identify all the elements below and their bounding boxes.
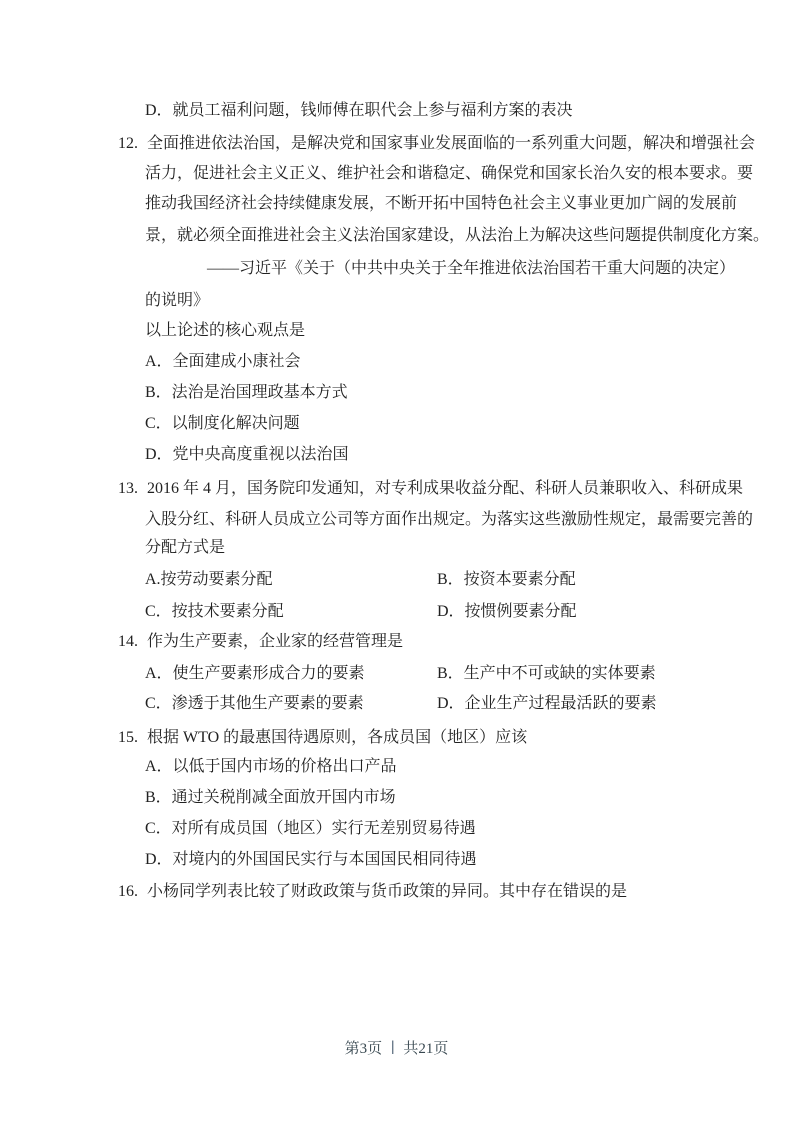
q13-stem-line-2: 入股分红、科研人员成立公司等方面作出规定。为落实这些激励性规定，最需要完善的 bbox=[145, 511, 754, 528]
q16-number: 16. bbox=[118, 883, 138, 900]
q16-stem: 16. 小杨同学列表比较了财政政策与货币政策的异同。其中存在错误的是 bbox=[118, 881, 627, 903]
q15-stem: 15. 根据 WTO 的最惠国待遇原则，各成员国（地区）应该 bbox=[118, 727, 527, 749]
q13-stem-line-1: 13. 2016 年 4 月，国务院印发通知，对专利成果收益分配、科研人员兼职收入、科研成果 bbox=[118, 478, 743, 500]
q14-option-c: C．渗透于其他生产要素的要素 bbox=[145, 695, 364, 712]
q15-option-a: A．以低于国内市场的价格出口产品 bbox=[145, 758, 397, 775]
q13-option-b: B．按资本要素分配 bbox=[437, 571, 576, 588]
q14-stem: 14. 作为生产要素，企业家的经营管理是 bbox=[118, 631, 403, 653]
q13-stem-line-3: 分配方式是 bbox=[145, 539, 226, 556]
q12-number: 12. bbox=[118, 135, 138, 152]
footer-total-pages: 共21页 bbox=[403, 1041, 449, 1057]
q11-option-d bbox=[145, 100, 573, 122]
q13-option-c: C．按技术要素分配 bbox=[145, 603, 284, 620]
page-footer bbox=[0, 1037, 793, 1058]
q13-option-d: D．按惯例要素分配 bbox=[437, 603, 577, 620]
q12-option-a: A．全面建成小康社会 bbox=[145, 353, 301, 370]
q15-option-d: D．对境内的外国国民实行与本国国民相同待遇 bbox=[145, 851, 477, 868]
q12-stem-line-1: 12. 全面推进依法治国，是解决党和国家事业发展面临的一系列重大问题，解决和增强社会 bbox=[118, 133, 755, 155]
q12-stem-line-4: 景，就必须全面推进社会主义法治国家建设，从法治上为解决这些问题提供制度化方案。 bbox=[145, 227, 770, 244]
q13-number: 13. bbox=[118, 480, 138, 497]
q12-attribution-line-2: 的说明》 bbox=[145, 292, 210, 309]
q12-lead-in: 以上论述的核心观点是 bbox=[145, 322, 306, 339]
q12-stem-line-3: 推动我国经济社会持续健康发展，不断开拓中国特色社会主义事业更加广阔的发展前 bbox=[145, 195, 738, 212]
q13-option-a: A.按劳动要素分配 bbox=[145, 571, 273, 588]
q14-option-d: D．企业生产过程最活跃的要素 bbox=[437, 695, 657, 712]
q14-number: 14. bbox=[118, 633, 138, 650]
q15-option-c: C．对所有成员国（地区）实行无差别贸易待遇 bbox=[145, 820, 476, 837]
q12-attribution-line-1: ——习近平《关于（中共中央关于全年推进依法治国若干重大问题的决定） bbox=[207, 260, 736, 277]
q12-option-b: B．法治是治国理政基本方式 bbox=[145, 384, 348, 401]
footer-current-page: 第3页 bbox=[344, 1041, 383, 1057]
q12-option-c: C．以制度化解决问题 bbox=[145, 415, 300, 432]
q15-number: 15. bbox=[118, 729, 138, 746]
footer-separator: | bbox=[391, 1039, 395, 1055]
q15-option-b: B．通过关税削减全面放开国内市场 bbox=[145, 789, 396, 806]
q12-stem-line-2: 活力，促进社会主义正义、维护社会和谐稳定、确保党和国家长治久安的根本要求。要 bbox=[145, 165, 754, 182]
q11-option-d-text: D．就员工福利问题，钱师傅在职代会上参与福利方案的表决 bbox=[145, 102, 573, 119]
q12-option-d: D．党中央高度重视以法治国 bbox=[145, 446, 349, 463]
q14-option-b: B．生产中不可或缺的实体要素 bbox=[437, 665, 656, 682]
q14-option-a: A．使生产要素形成合力的要素 bbox=[145, 665, 365, 682]
